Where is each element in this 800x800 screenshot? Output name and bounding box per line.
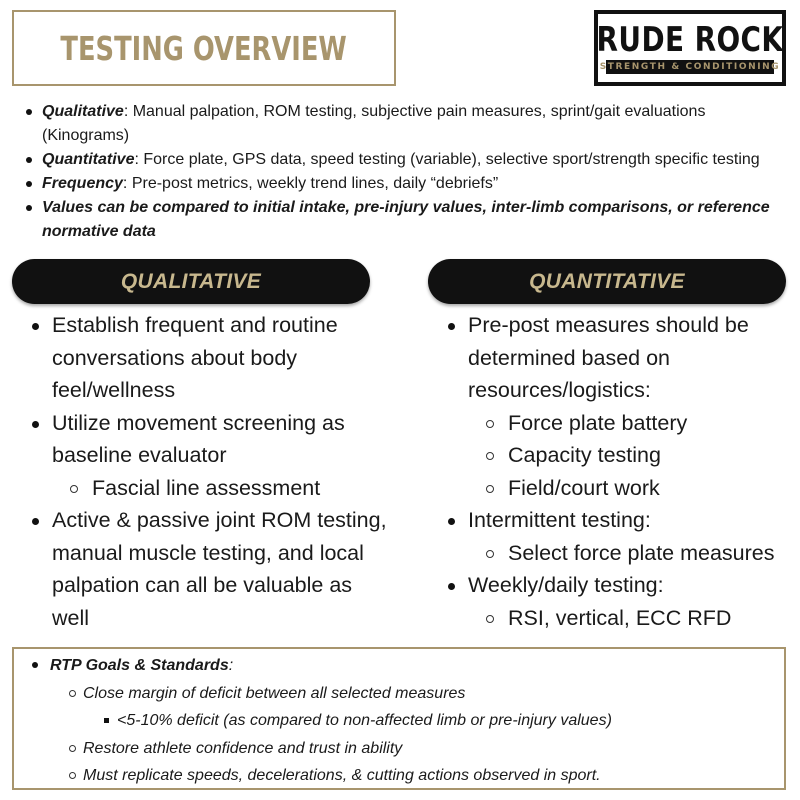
intro-text: : Force plate, GPS data, speed testing (variable), selective sport/strength specific testing — [134, 151, 760, 168]
rtp-item: Must replicate speeds, decelerations, & cutting actions observed in sport. — [26, 762, 776, 790]
rtp-sub-item: <5-10% deficit (as compared to non-affected limb or pre-injury values) — [26, 707, 776, 735]
list-item: Active & passive joint ROM testing, manual muscle testing, and local palpation can all be valuable as well — [30, 504, 390, 634]
rtp-heading-item — [26, 652, 776, 680]
list-item: Intermittent testing: — [446, 504, 796, 537]
rtp-list — [26, 652, 776, 790]
rude-rock-logo — [594, 10, 786, 86]
intro-list — [20, 100, 790, 244]
list-item: Establish frequent and routine conversations about body feel/wellness — [30, 309, 390, 407]
qualitative-heading: QUALITATIVE — [120, 269, 262, 293]
rtp-item: Restore athlete confidence and trust in ability — [26, 735, 776, 763]
intro-text: : Manual palpation, ROM testing, subjective pain measures, sprint/gait evaluations (Kinograms) — [42, 103, 706, 144]
list-item: Weekly/daily testing: — [446, 569, 796, 602]
intro-item-frequency — [20, 172, 790, 196]
sub-list-item: Capacity testing — [446, 439, 796, 472]
sub-list-item: Fascial line assessment — [30, 472, 390, 505]
rtp-heading-colon: : — [228, 657, 234, 674]
quantitative-list — [446, 309, 796, 634]
page-title: TESTING OVERVIEW — [60, 28, 348, 68]
logo-wordmark: RUDE ROCK — [596, 20, 784, 60]
title-box — [12, 10, 396, 86]
logo-tagline: STRENGTH & CONDITIONING — [599, 62, 781, 72]
intro-label: Frequency — [42, 175, 123, 192]
intro-item-quantitative — [20, 148, 790, 172]
quantitative-heading-pill — [428, 259, 786, 304]
sub-list-item: RSI, vertical, ECC RFD — [446, 602, 796, 635]
sub-list-item: Select force plate measures — [446, 537, 796, 570]
qualitative-heading-pill — [12, 259, 370, 304]
rtp-heading: RTP Goals & Standards — [50, 657, 229, 674]
intro-label: Qualitative — [42, 103, 124, 120]
intro-item-values: Values can be compared to initial intake, pre-injury values, inter-limb comparisons, or reference normative data — [20, 196, 790, 244]
intro-item-qualitative — [20, 100, 790, 148]
intro-label: Quantitative — [42, 151, 135, 168]
list-item: Pre-post measures should be determined based on resources/logistics: — [446, 309, 796, 407]
qualitative-list — [30, 309, 390, 634]
intro-text: : Pre-post metrics, weekly trend lines, daily “debriefs” — [122, 175, 499, 192]
quantitative-heading: QUANTITATIVE — [529, 269, 685, 293]
sub-list-item: Field/court work — [446, 472, 796, 505]
rtp-item: Close margin of deficit between all selected measures — [26, 680, 776, 708]
list-item: Utilize movement screening as baseline evaluator — [30, 407, 390, 472]
logo-tagline-bar — [599, 60, 781, 74]
sub-list-item: Force plate battery — [446, 407, 796, 440]
